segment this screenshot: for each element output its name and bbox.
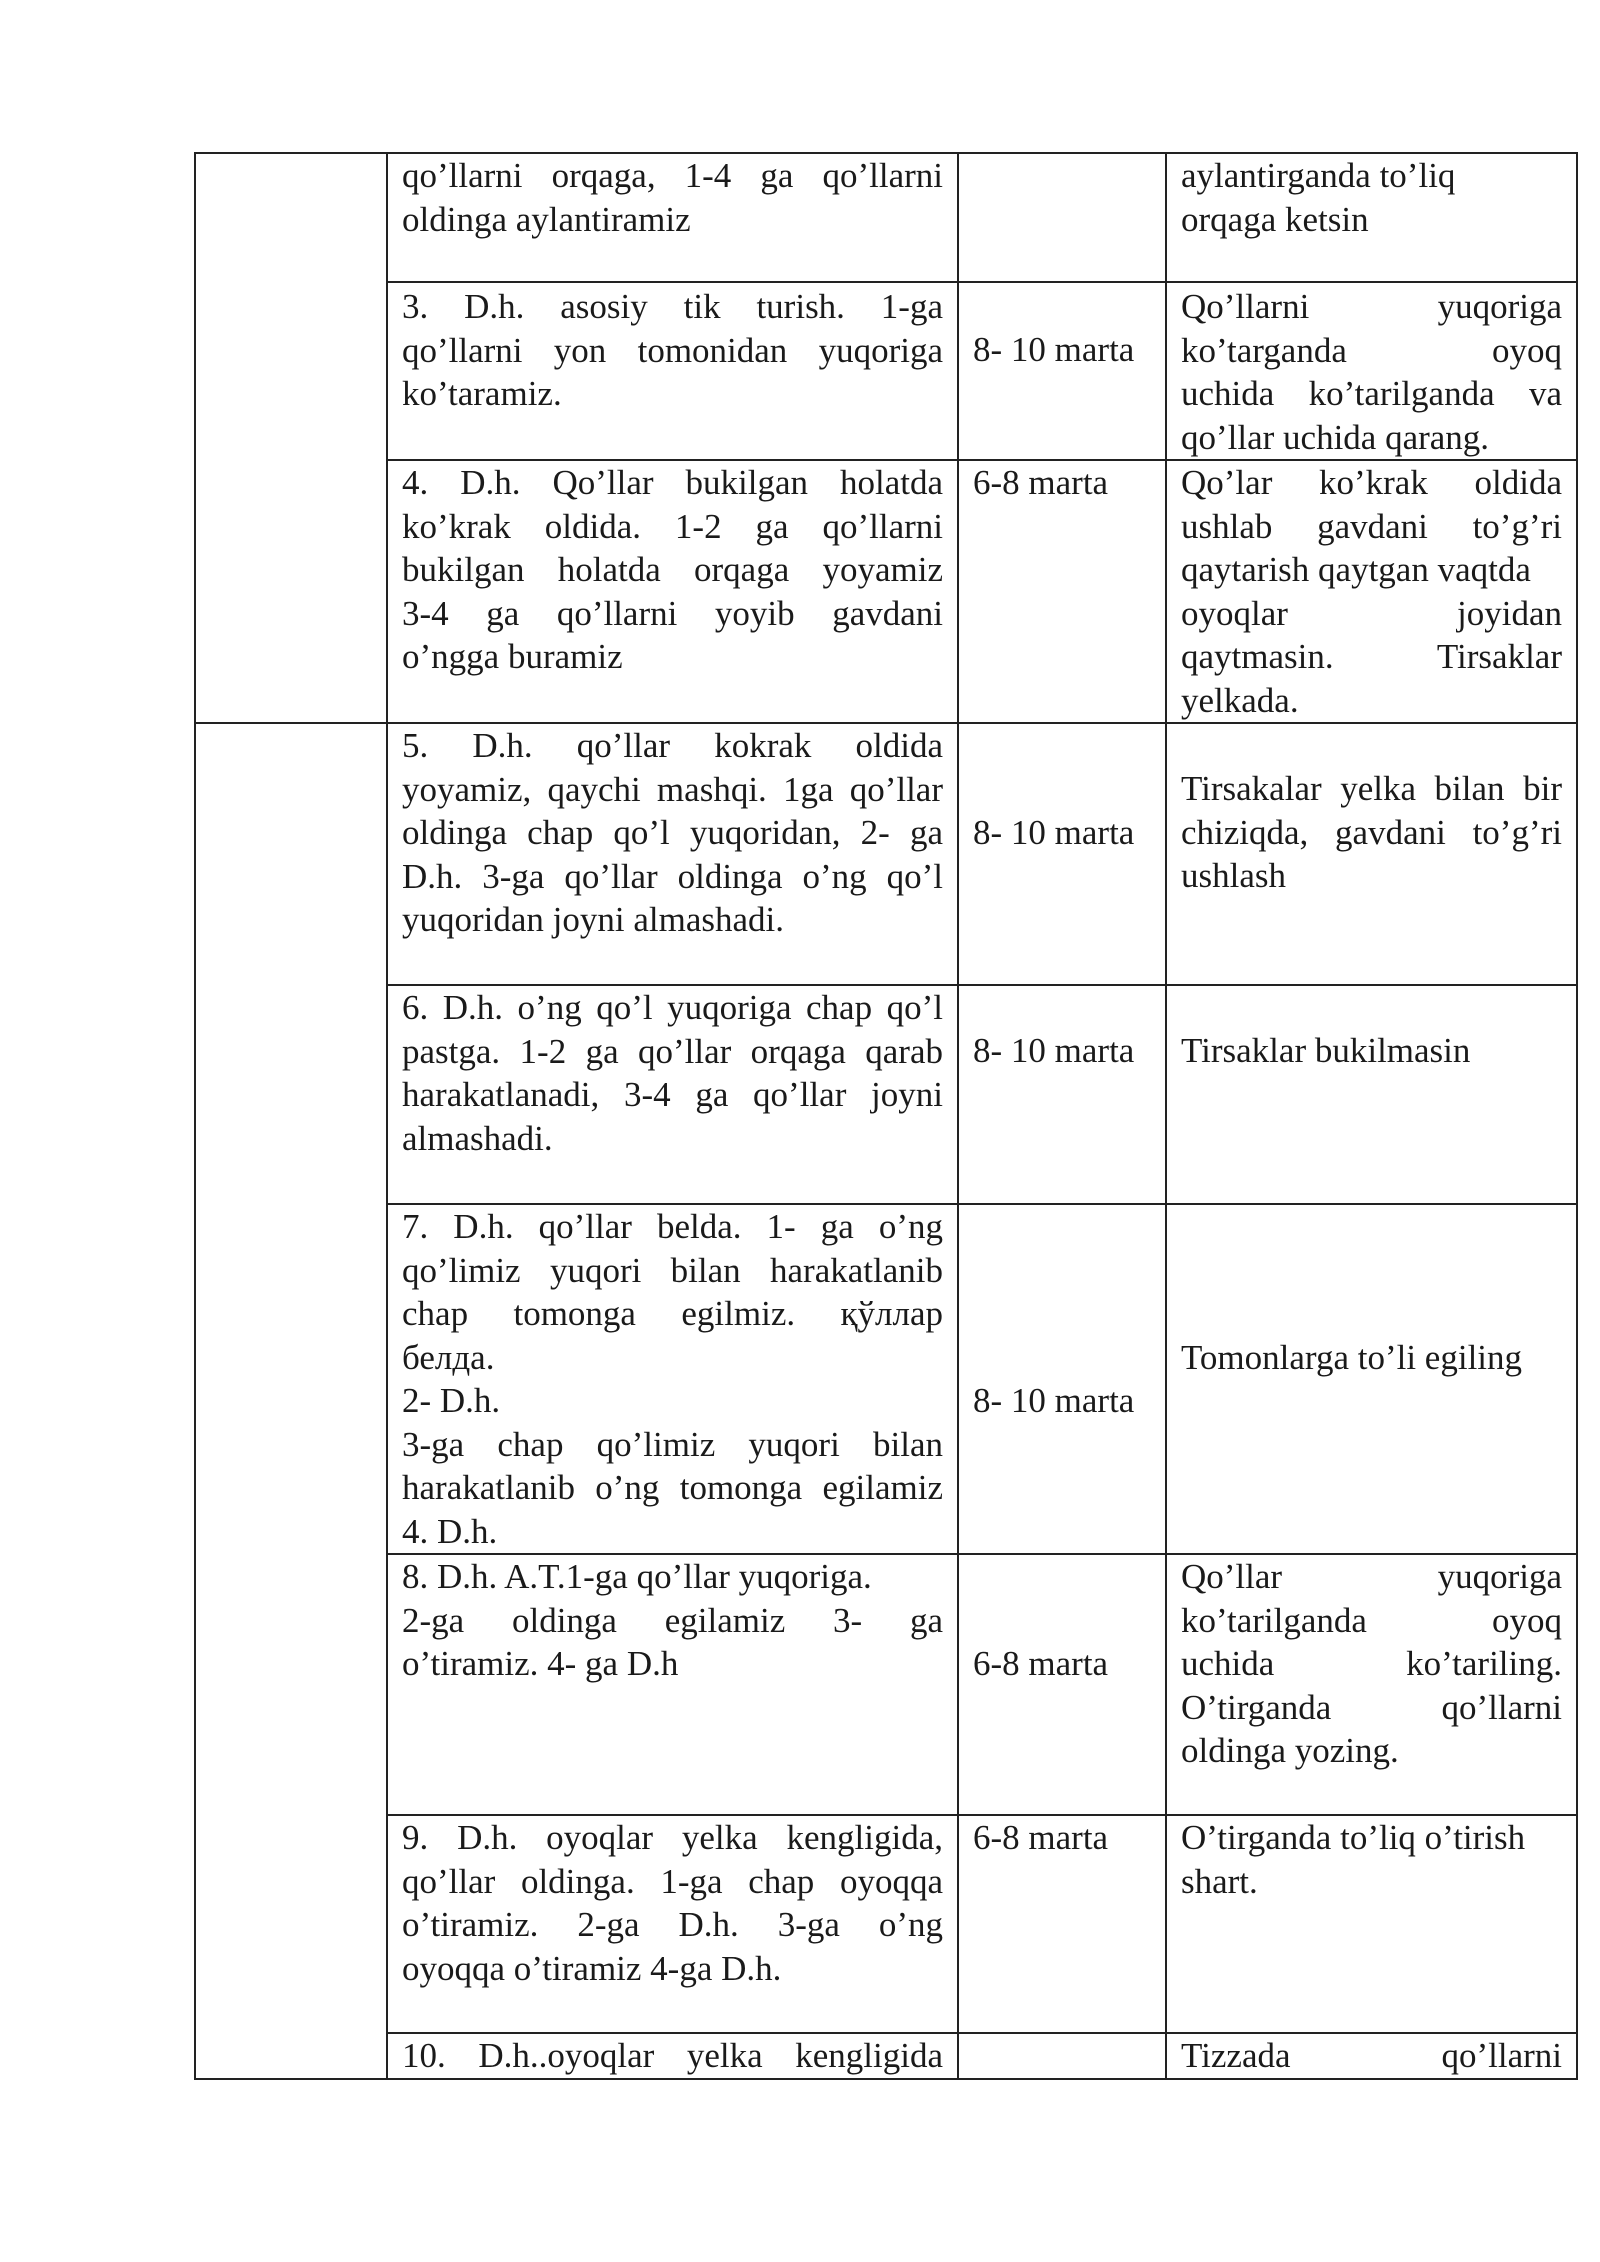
text-line: O’tirganda to’liq o’tirish — [1181, 1818, 1526, 1857]
text-line: 2-ga oldinga egilamiz 3- ga — [402, 1600, 943, 1640]
text-line: o’ngga buramiz — [402, 637, 623, 676]
table-row — [195, 460, 1577, 723]
text-line: Tomonlarga to’li egiling — [1181, 1338, 1523, 1377]
table-row — [195, 1554, 1577, 1815]
table-row — [195, 282, 1577, 460]
text-line: uchida ko’tarilganda va — [1181, 374, 1562, 413]
text-line: almashadi. — [402, 1118, 553, 1158]
text-line: 10. D.h..oyoqlar yelka kengligida — [402, 2036, 943, 2075]
exercise-dosage: 8- 10 marta — [958, 282, 1166, 460]
text-line: ko’targanda oyoq — [1181, 330, 1562, 370]
text-line: Qo’llar yuqoriga — [1181, 1557, 1562, 1596]
text-line: ushlash — [1181, 856, 1286, 895]
exercise-note — [1166, 723, 1577, 985]
exercise-note — [1166, 985, 1577, 1204]
text-line: 4. D.h. Qo’llar bukilgan holatda — [402, 463, 943, 502]
exercise-dosage: 8- 10 marta — [958, 985, 1166, 1204]
text-line: O’tirganda qo’llarni — [1181, 1687, 1562, 1727]
exercise-description — [387, 1554, 958, 1815]
exercise-note — [1166, 1554, 1577, 1815]
table-row — [195, 1204, 1577, 1554]
text-line: pastga. 1-2 ga qo’llar orqaga qarab — [402, 1031, 943, 1071]
exercise-note — [1166, 282, 1577, 460]
text-line: oyoqqa o’tiramiz 4-ga D.h. — [402, 1948, 782, 1988]
text-line: 2- D.h. — [402, 1381, 501, 1420]
text-line: qo’llar uchida qarang. — [1181, 417, 1490, 457]
text-line: o’tiramiz. 2-ga D.h. 3-ga o’ng — [402, 1905, 943, 1944]
exercise-dosage: 6-8 marta — [958, 1815, 1166, 2033]
text-line: белда. — [402, 1337, 495, 1377]
text-line: chiziqda, gavdani to’g’ri — [1181, 812, 1562, 852]
text-line: 6. D.h. o’ng qo’l yuqoriga chap qo’l — [402, 988, 943, 1027]
exercise-note — [1166, 1204, 1577, 1554]
exercise-note — [1166, 2033, 1577, 2079]
text-line: orqaga ketsin — [1181, 199, 1369, 239]
text-line: qaytmasin. Tirsaklar — [1181, 637, 1562, 676]
exercise-note — [1166, 460, 1577, 723]
exercise-description — [387, 1204, 958, 1554]
exercise-description — [387, 1815, 958, 2033]
text-line: aylantirganda to’liq — [1181, 156, 1456, 195]
text-line: Tirsaklar bukilmasin — [1181, 1031, 1471, 1070]
text-line: Tirsakalar yelka bilan bir — [1181, 769, 1562, 808]
section-cell — [195, 723, 387, 2079]
text-line: harakatlanib o’ng tomonga egilamiz — [402, 1468, 943, 1507]
exercise-note — [1166, 1815, 1577, 2033]
exercise-dosage: 6-8 marta — [958, 1554, 1166, 1815]
text-line: qo’llarni orqaga, 1-4 ga qo’llarni — [402, 156, 943, 195]
text-line: o’tiramiz. 4- ga D.h — [402, 1644, 679, 1683]
text-line: yuqoridan joyni almashadi. — [402, 900, 785, 939]
table-row — [195, 2033, 1577, 2079]
text-line: bukilgan holatda orqaga yoyamiz — [402, 550, 943, 589]
text-line: yelkada. — [1181, 680, 1299, 720]
table-row — [195, 985, 1577, 1204]
text-line: oldinga aylantiramiz — [402, 199, 691, 239]
text-line: qaytarish qaytgan vaqtda — [1181, 550, 1531, 589]
exercise-description — [387, 985, 958, 1204]
text-line: 9. D.h. oyoqlar yelka kengligida, — [402, 1818, 943, 1857]
text-line: Qo’lar ko’krak oldida — [1181, 463, 1562, 502]
section-cell — [195, 153, 387, 723]
text-line: ushlab gavdani to’g’ri — [1181, 506, 1562, 546]
text-line: qo’limiz yuqori bilan harakatlanib — [402, 1250, 943, 1290]
text-line: oldinga yozing. — [1181, 1731, 1399, 1770]
text-line: harakatlanadi, 3-4 ga qo’llar joyni — [402, 1075, 943, 1114]
text-line: oldinga chap qo’l yuqoridan, 2- ga — [402, 813, 943, 852]
text-line: yoyamiz, qaychi mashqi. 1ga qo’llar — [402, 769, 943, 809]
exercise-dosage: 8- 10 marta — [958, 1204, 1166, 1554]
exercise-description — [387, 282, 958, 460]
text-line: 5. D.h. qo’llar kokrak oldida — [402, 726, 943, 765]
text-line: shart. — [1181, 1861, 1258, 1901]
text-line: 3. D.h. asosiy tik turish. 1-ga — [402, 287, 943, 326]
exercise-dosage: 6-8 marta — [958, 460, 1166, 723]
exercise-dosage: 8- 10 marta — [958, 723, 1166, 985]
text-line: ko’krak oldida. 1-2 ga qo’llarni — [402, 506, 943, 546]
exercise-dosage — [958, 2033, 1166, 2079]
table-row — [195, 1815, 1577, 2033]
exercise-note — [1166, 153, 1577, 282]
text-line: qo’llarni yon tomonidan yuqoriga — [402, 330, 943, 370]
text-line: ko’tarilganda oyoq — [1181, 1600, 1562, 1640]
exercise-dosage — [958, 153, 1166, 282]
text-line: Qo’llarni yuqoriga — [1181, 287, 1562, 326]
text-line: 8. D.h. A.T.1-ga qo’llar yuqoriga. — [402, 1557, 872, 1596]
exercise-table — [194, 152, 1578, 2080]
text-line: Tizzada qo’llarni — [1181, 2036, 1562, 2075]
table-row — [195, 723, 1577, 985]
table-row — [195, 153, 1577, 282]
text-line: ko’taramiz. — [402, 374, 562, 413]
exercise-description — [387, 2033, 958, 2079]
exercise-description — [387, 460, 958, 723]
text-line: D.h. 3-ga qo’llar oldinga o’ng qo’l — [402, 856, 943, 896]
exercise-description — [387, 723, 958, 985]
text-line: 7. D.h. qo’llar belda. 1- ga o’ng — [402, 1207, 943, 1246]
text-line: uchida ko’tariling. — [1181, 1644, 1562, 1683]
text-line: 4. D.h. — [402, 1511, 498, 1551]
text-line: 3-ga chap qo’limiz yuqori bilan — [402, 1424, 943, 1464]
text-line: chap tomonga egilmiz. қўллар — [402, 1294, 943, 1333]
text-line: oyoqlar joyidan — [1181, 593, 1562, 633]
text-line: qo’llar oldinga. 1-ga chap oyoqqa — [402, 1861, 943, 1901]
text-line: 3-4 ga qo’llarni yoyib gavdani — [402, 593, 943, 633]
exercise-description — [387, 153, 958, 282]
